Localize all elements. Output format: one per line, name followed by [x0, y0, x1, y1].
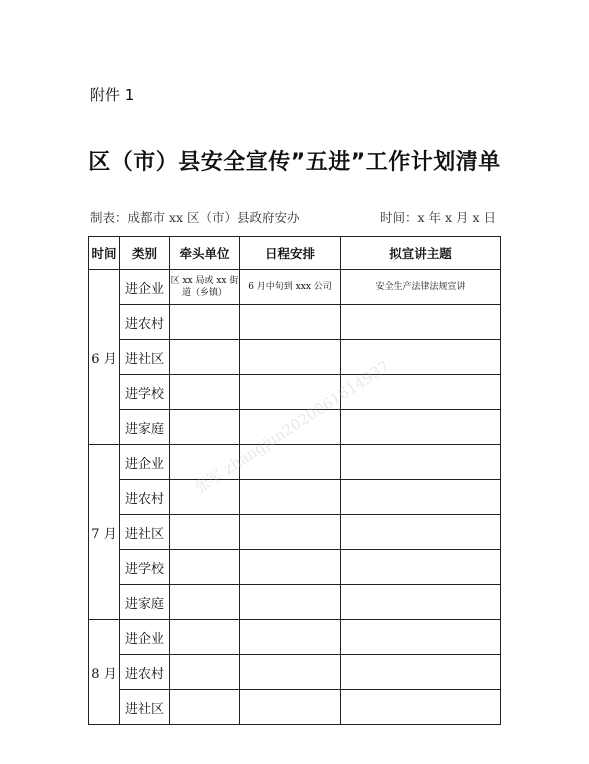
category-cell: 进学校 [120, 375, 170, 410]
column-header-schedule: 日程安排 [240, 237, 341, 270]
column-header-category: 类别 [120, 237, 170, 270]
theme-cell [341, 305, 501, 340]
schedule-cell [240, 340, 341, 375]
theme-cell [341, 480, 501, 515]
theme-cell [341, 620, 501, 655]
schedule-cell [240, 480, 341, 515]
month-cell: 7 月 [89, 445, 120, 620]
category-cell: 进社区 [120, 515, 170, 550]
theme-cell [341, 410, 501, 445]
category-cell: 进学校 [120, 550, 170, 585]
date-line: 时间：x 年 x 月 x 日 [380, 210, 497, 225]
category-cell: 进农村 [120, 305, 170, 340]
column-header-lead-unit: 牵头单位 [170, 237, 240, 270]
page-title: 区（市）县安全宣传”五进”工作计划清单 [88, 150, 501, 175]
lead-unit-cell [170, 305, 240, 340]
schedule-cell: 6 月中旬到 xxx 公司 [240, 270, 341, 305]
theme-cell [341, 585, 501, 620]
column-header-time: 时间 [89, 237, 120, 270]
schedule-cell [240, 690, 341, 725]
table-row [89, 270, 501, 305]
category-cell: 进企业 [120, 620, 170, 655]
month-cell: 6 月 [89, 270, 120, 445]
table-row [89, 480, 501, 515]
lead-unit-cell [170, 410, 240, 445]
schedule-cell [240, 550, 341, 585]
column-header-theme: 拟宣讲主题 [341, 237, 501, 270]
category-cell: 进家庭 [120, 410, 170, 445]
table-row [89, 375, 501, 410]
category-cell: 进家庭 [120, 585, 170, 620]
lead-unit-cell [170, 375, 240, 410]
lead-unit-cell [170, 585, 240, 620]
table-row [89, 550, 501, 585]
category-cell: 进社区 [120, 690, 170, 725]
category-cell: 进农村 [120, 480, 170, 515]
attachment-label: 附件 1 [90, 86, 135, 104]
theme-cell [341, 515, 501, 550]
table-row [89, 340, 501, 375]
maker-line: 制表：成都市 xx 区（市）县政府安办 [90, 210, 300, 225]
category-cell: 进社区 [120, 340, 170, 375]
theme-cell: 安全生产法律法规宣讲 [341, 270, 501, 305]
category-cell: 进企业 [120, 270, 170, 305]
lead-unit-cell [170, 690, 240, 725]
lead-unit-cell [170, 515, 240, 550]
lead-unit-cell [170, 655, 240, 690]
theme-cell [341, 655, 501, 690]
lead-unit-cell [170, 550, 240, 585]
plan-table [88, 236, 501, 725]
category-cell: 进农村 [120, 655, 170, 690]
month-cell: 8 月 [89, 620, 120, 725]
theme-cell [341, 550, 501, 585]
lead-unit-cell: 区 xx 局或 xx 街道（乡镇） [170, 270, 240, 305]
schedule-cell [240, 655, 341, 690]
watermark: 张军 zhangjun2020061614937 [191, 357, 393, 497]
table-row [89, 690, 501, 725]
schedule-cell [240, 585, 341, 620]
table-row [89, 445, 501, 480]
table-row [89, 655, 501, 690]
table-body [89, 270, 501, 725]
schedule-cell [240, 620, 341, 655]
schedule-cell [240, 305, 341, 340]
table-row [89, 515, 501, 550]
theme-cell [341, 445, 501, 480]
table-row [89, 585, 501, 620]
lead-unit-cell [170, 340, 240, 375]
category-cell: 进企业 [120, 445, 170, 480]
table-row [89, 620, 501, 655]
schedule-cell [240, 515, 341, 550]
table-row [89, 305, 501, 340]
lead-unit-cell [170, 620, 240, 655]
table-header-row [89, 237, 501, 270]
theme-cell [341, 690, 501, 725]
